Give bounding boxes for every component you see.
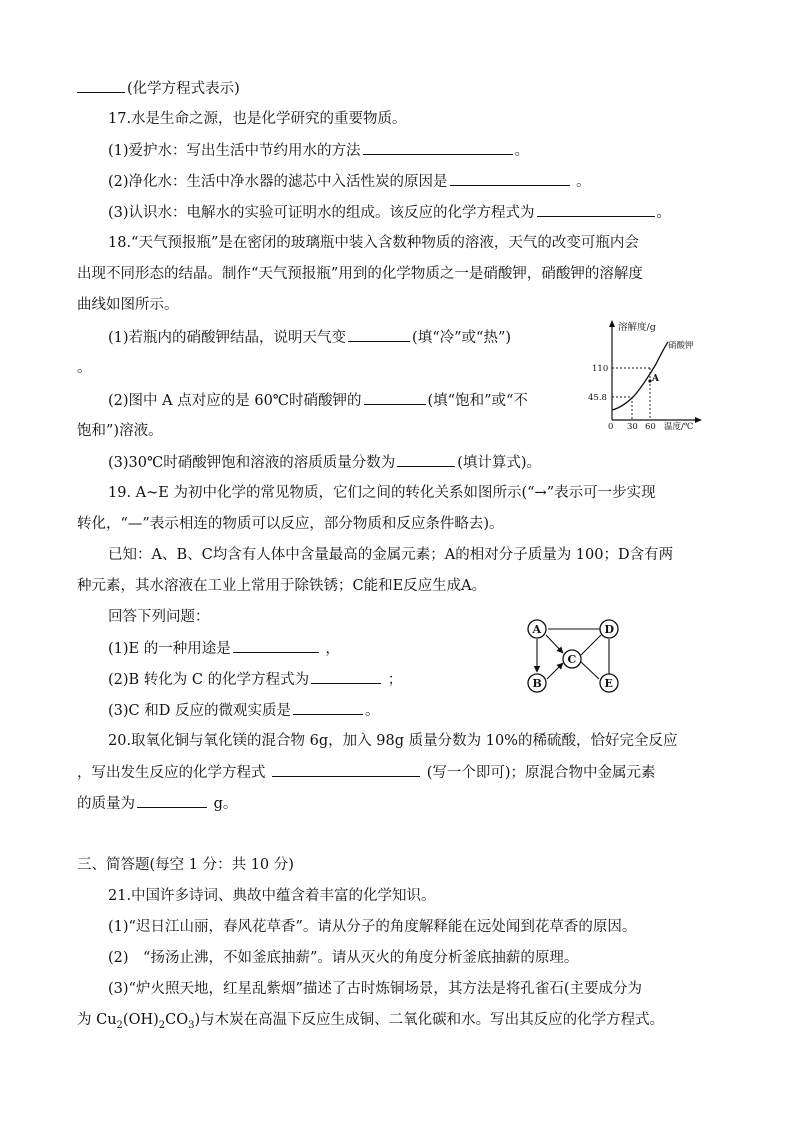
node-b: [528, 674, 546, 692]
q21-part1: (1)“迟日江山丽，春风花草香”。请从分子的角度解释能在远处闻到花草香的原因。: [108, 919, 637, 935]
x-tick-30: 30: [627, 422, 638, 432]
solubility-curve: [612, 342, 668, 410]
node-e: [600, 674, 618, 692]
q18-part3: [108, 452, 541, 473]
answer-blank[interactable]: [293, 700, 363, 715]
x-tick-60: 60: [645, 422, 656, 432]
q19-line3: 已知：A、B、C均含有人体中含量最高的金属元素；A的相对分子质量为 100；D含有两: [108, 547, 674, 563]
node-d: [600, 620, 618, 638]
q17-part2: [108, 171, 591, 192]
q18-part2: [108, 390, 528, 411]
q21-title: 21.中国许多诗词、典故中蕴含着丰富的化学知识。: [108, 888, 436, 904]
edge-a-c: [546, 635, 563, 653]
answer-blank[interactable]: [537, 202, 655, 217]
text: )与木炭在高温下反应生成铜、二氧化碳和水。写出其反应的化学方程式。: [194, 1012, 665, 1028]
text: (2)图中 A 点对应的是 60℃时硝酸钾的: [108, 393, 362, 409]
q17-part1: [108, 140, 529, 161]
text: CO: [165, 1012, 189, 1028]
chart-xlabel: 温度/℃: [664, 422, 694, 432]
text: (填“冷”或“热”): [412, 330, 512, 346]
answer-blank[interactable]: [364, 390, 426, 405]
text: (2)净化水：生活中净水器的滤芯中入活性炭的原因是: [108, 174, 448, 190]
answer-blank[interactable]: [272, 762, 420, 777]
edge-b-c: [547, 663, 563, 679]
q17-title: 17.水是生命之源，也是化学研究的重要物质。: [108, 111, 407, 127]
node-c-label: C: [567, 653, 577, 666]
node-b-label: B: [532, 677, 542, 690]
edge-c-d: [581, 635, 601, 655]
q20-line1: 20.取氧化铜与氧化镁的混合物 6g，加入 98g 质量分数为 10%的稀硫酸，恰好完全反应: [108, 733, 678, 749]
answer-blank[interactable]: [363, 140, 513, 155]
point-a-label: A: [652, 374, 659, 384]
y-axis-arrow: [609, 320, 615, 327]
text: 为 Cu: [77, 1012, 117, 1028]
text: ；: [387, 672, 403, 688]
text: (1)爱护水：写出生活中节约用水的方法: [108, 143, 361, 159]
q21-part3-cont: [77, 1010, 664, 1030]
y-tick-110: 110: [592, 364, 609, 374]
text: g。: [213, 796, 238, 812]
q21-part3: (3)“炉火照天地，红星乱紫烟”描述了古时炼铜场景，其方法是将孔雀石(主要成分为: [108, 981, 643, 997]
answer-blank[interactable]: [450, 171, 570, 186]
text: (2)B 转化为 C 的化学方程式为: [108, 672, 310, 688]
answer-blank[interactable]: [137, 793, 207, 808]
text: (1)若瓶内的硝酸钾结晶，说明天气变: [108, 330, 347, 346]
q19-part2: [108, 669, 402, 690]
node-a-label: A: [532, 623, 542, 636]
text: (写一个即可)；原混合物中金属元素: [426, 765, 656, 781]
text: (化学方程式表示): [127, 81, 240, 97]
q19-line2: 转化，“—”表示相连的物质可以反应，部分物质和反应条件略去)。: [77, 516, 504, 532]
chart-ylabel: 溶解度/g: [618, 322, 656, 333]
q18-line2: 出现不同形态的结晶。制作“天气预报瓶”用到的化学物质之一是硝酸钾，硝酸钾的溶解度: [77, 266, 643, 282]
q18-part2-end: 饱和”)溶液。: [77, 423, 163, 439]
q21-part2: (2) “扬汤止沸，不如釜底抽薪”。请从灭火的角度分析釜底抽薪的原理。: [108, 950, 579, 966]
subscript: 3: [188, 1019, 195, 1031]
q20-line2: [77, 762, 656, 783]
q19-line4: 种元素，其水溶液在工业上常用于除铁锈；C能和E反应生成A。: [77, 578, 487, 594]
series-label: 硝酸钾: [668, 341, 694, 351]
x-tick-0: 0: [608, 422, 614, 432]
q19-line1: 19. A~E 为初中化学的常见物质，它们之间的转化关系如图所示(“→”表示可一步实现: [108, 485, 656, 501]
answer-blank[interactable]: [397, 452, 455, 467]
q19-part1: [108, 638, 340, 659]
text: ，: [325, 641, 340, 657]
edge-c-e: [581, 662, 599, 679]
text: (3)认识水：电解水的实验可证明水的组成。该反应的化学方程式为: [108, 205, 535, 221]
q18-line1: 18.“天气预报瓶”是在密闭的玻璃瓶中装入含数种物质的溶液，天气的改变可瓶内会: [108, 235, 639, 251]
text: 。: [364, 703, 380, 719]
q20-line3: [77, 793, 237, 814]
text: 的质量为: [77, 796, 135, 812]
y-tick-45-8: 45.8: [588, 393, 607, 403]
text: (3)30℃时硝酸钾饱和溶液的溶质质量分数为: [108, 455, 396, 471]
subscript: 2: [158, 1019, 166, 1031]
text: (OH): [122, 1012, 159, 1028]
subscript: 2: [116, 1019, 123, 1031]
node-c: [563, 650, 581, 668]
text: 。: [576, 174, 591, 190]
x-axis-arrow: [695, 417, 702, 423]
answer-blank[interactable]: [233, 638, 319, 653]
q17-part3: [108, 202, 671, 223]
q19-line5: 回答下列问题：: [108, 609, 210, 625]
text: 。: [514, 143, 530, 159]
text: (3)C 和D 反应的微观实质是: [108, 703, 291, 719]
text: (填计算式)。: [457, 455, 542, 471]
q19-part3: [108, 700, 379, 721]
line-continuation: [77, 78, 240, 99]
text: ，写出发生反应的化学方程式: [77, 765, 266, 781]
text: 。: [656, 205, 672, 221]
answer-blank[interactable]: [348, 327, 410, 342]
answer-blank[interactable]: [77, 78, 125, 93]
text: (1)E 的一种用途是: [108, 641, 231, 657]
relation-diagram: [522, 619, 626, 693]
q18-part1: [108, 327, 511, 348]
text: (填“饱和”或“不: [427, 393, 528, 409]
node-a: [528, 620, 546, 638]
q18-line3: 曲线如图所示。: [77, 297, 179, 313]
section-3-heading: 三、简答题(每空 1 分：共 10 分): [77, 857, 294, 873]
node-e-label: E: [604, 677, 613, 690]
q18-part1-end: 。: [77, 360, 92, 376]
solubility-chart: [588, 318, 708, 432]
node-d-label: D: [604, 623, 615, 636]
answer-blank[interactable]: [311, 669, 381, 684]
